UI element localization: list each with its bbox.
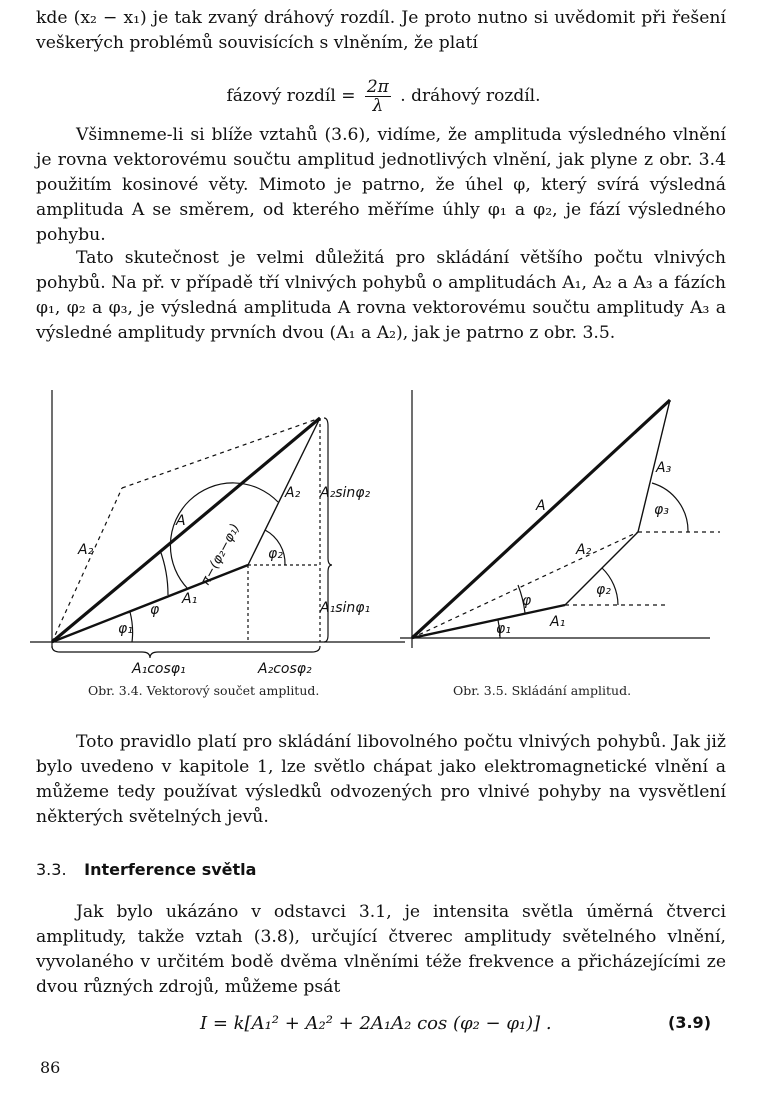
vector-A1 [412, 605, 565, 638]
figure-3-4-vector-sum [30, 390, 410, 680]
label-phi1: φ₁ [118, 621, 133, 637]
label-A2-top: A₂ [285, 485, 301, 501]
label-A1sin: A₁sinφ₁ [320, 600, 371, 616]
label-A: A [536, 498, 546, 514]
label-A1cos: A₁cosφ₁ [132, 661, 186, 677]
caption-fig-3-4: Obr. 3.4. Vektorový součet amplitud. [88, 683, 320, 698]
label-phi: φ [150, 602, 160, 618]
figure-3-5-amplitude-composition [400, 390, 730, 680]
caption-fig-3-5: Obr. 3.5. Skládání amplitud. [453, 683, 632, 698]
paragraph-vector-sum: Všimneme-li si blíže vztahů (3.6), vidíme, že amplituda výsledného vlnění je rovna vektorovému součtu amplitud jednotlivých vlnění, jak plyne z obr. 3.4 použitím kosinové věty. Mimoto je patrno, že úhel φ, který svírá výsledná amplituda A se směrem, od kterého měříme úhly φ₁ a φ₂, je fází výsledného pohybu. [36, 125, 726, 245]
paragraph-interference: Jak bylo ukázáno v odstavci 3.1, je intensita světla úměrná čtverci amplitudy, takže vztah (3.8), určující čtverec amplitudy světelného vlnění, vyvolaného v určitém bodě dvěma vlněními téže frekvence a přicházejícími ze dvou různých zdrojů, můžeme psát [36, 902, 726, 997]
label-A1: A₁ [550, 614, 566, 630]
label-A2-left: A₂ [78, 542, 94, 558]
label-phi2: φ₂ [268, 546, 283, 562]
paragraph-light-wave: Toto pravidlo platí pro skládání libovolného počtu vlnivých pohybů. Jak již bylo uvedeno v kapitole 1, lze světlo chápat jako elektromagnetické vlnění a můžeme tedy používat výsledků odvozených pro vlnivé pohyby na vysvětlení některých světelných jevů. [36, 732, 726, 827]
label-phi3: φ₃ [654, 502, 669, 518]
intro-paragraph: kde (x₂ − x₁) je tak zvaný dráhový rozdíl. Je proto nutno si uvědomit při řešení veškerých problémů souvisících s vlněním, že platí [36, 8, 726, 53]
section-number: 3.3. [36, 860, 67, 879]
label-A2sin: A₂sinφ₂ [320, 485, 371, 501]
formula-fraction [365, 78, 391, 115]
label-A1: A₁ [182, 591, 198, 607]
formula-denominator: λ [372, 96, 384, 116]
label-A2: A₂ [576, 542, 592, 558]
brace-bottom [52, 646, 320, 658]
section-heading [36, 860, 256, 879]
page-number: 86 [40, 1058, 61, 1077]
label-phi2: φ₂ [596, 582, 611, 598]
label-A: A [176, 513, 186, 529]
label-pi-angle: π−(φ₂−φ₁) [198, 521, 244, 588]
label-A2cos: A₂cosφ₂ [258, 661, 312, 677]
label-A3: A₃ [656, 460, 672, 476]
phase-difference-formula [0, 78, 767, 115]
label-phi1: φ₁ [496, 621, 511, 637]
formula-numerator: 2π [366, 77, 389, 97]
angle-arc-phi [160, 550, 168, 595]
formula-left: fázový rozdíl = [226, 86, 356, 106]
paragraph-three-waves: Tato skutečnost je velmi důležitá pro skládání většího počtu vlnivých pohybů. Na př. v případě tří vlnivých pohybů o amplitudách A₁, A₂ a A₃ a fázích φ₁, φ₂ a φ₃, je výsledná amplituda A rovna vektorovému součtu amplitudy A₃ a výsledné amplitudy prvních dvou (A₁ a A₂), jak je patrno z obr. 3.5. [36, 248, 726, 343]
vector-A [52, 418, 320, 642]
section-title: Interference světla [84, 860, 257, 879]
equation-number: (3.9) [668, 1013, 711, 1032]
intensity-equation: I = k[A₁² + A₂² + 2A₁A₂ cos (φ₂ − φ₁)] . [200, 1013, 552, 1034]
formula-right: . dráhový rozdíl. [400, 86, 541, 106]
label-phi: φ [522, 593, 532, 609]
vector-A [412, 400, 670, 638]
